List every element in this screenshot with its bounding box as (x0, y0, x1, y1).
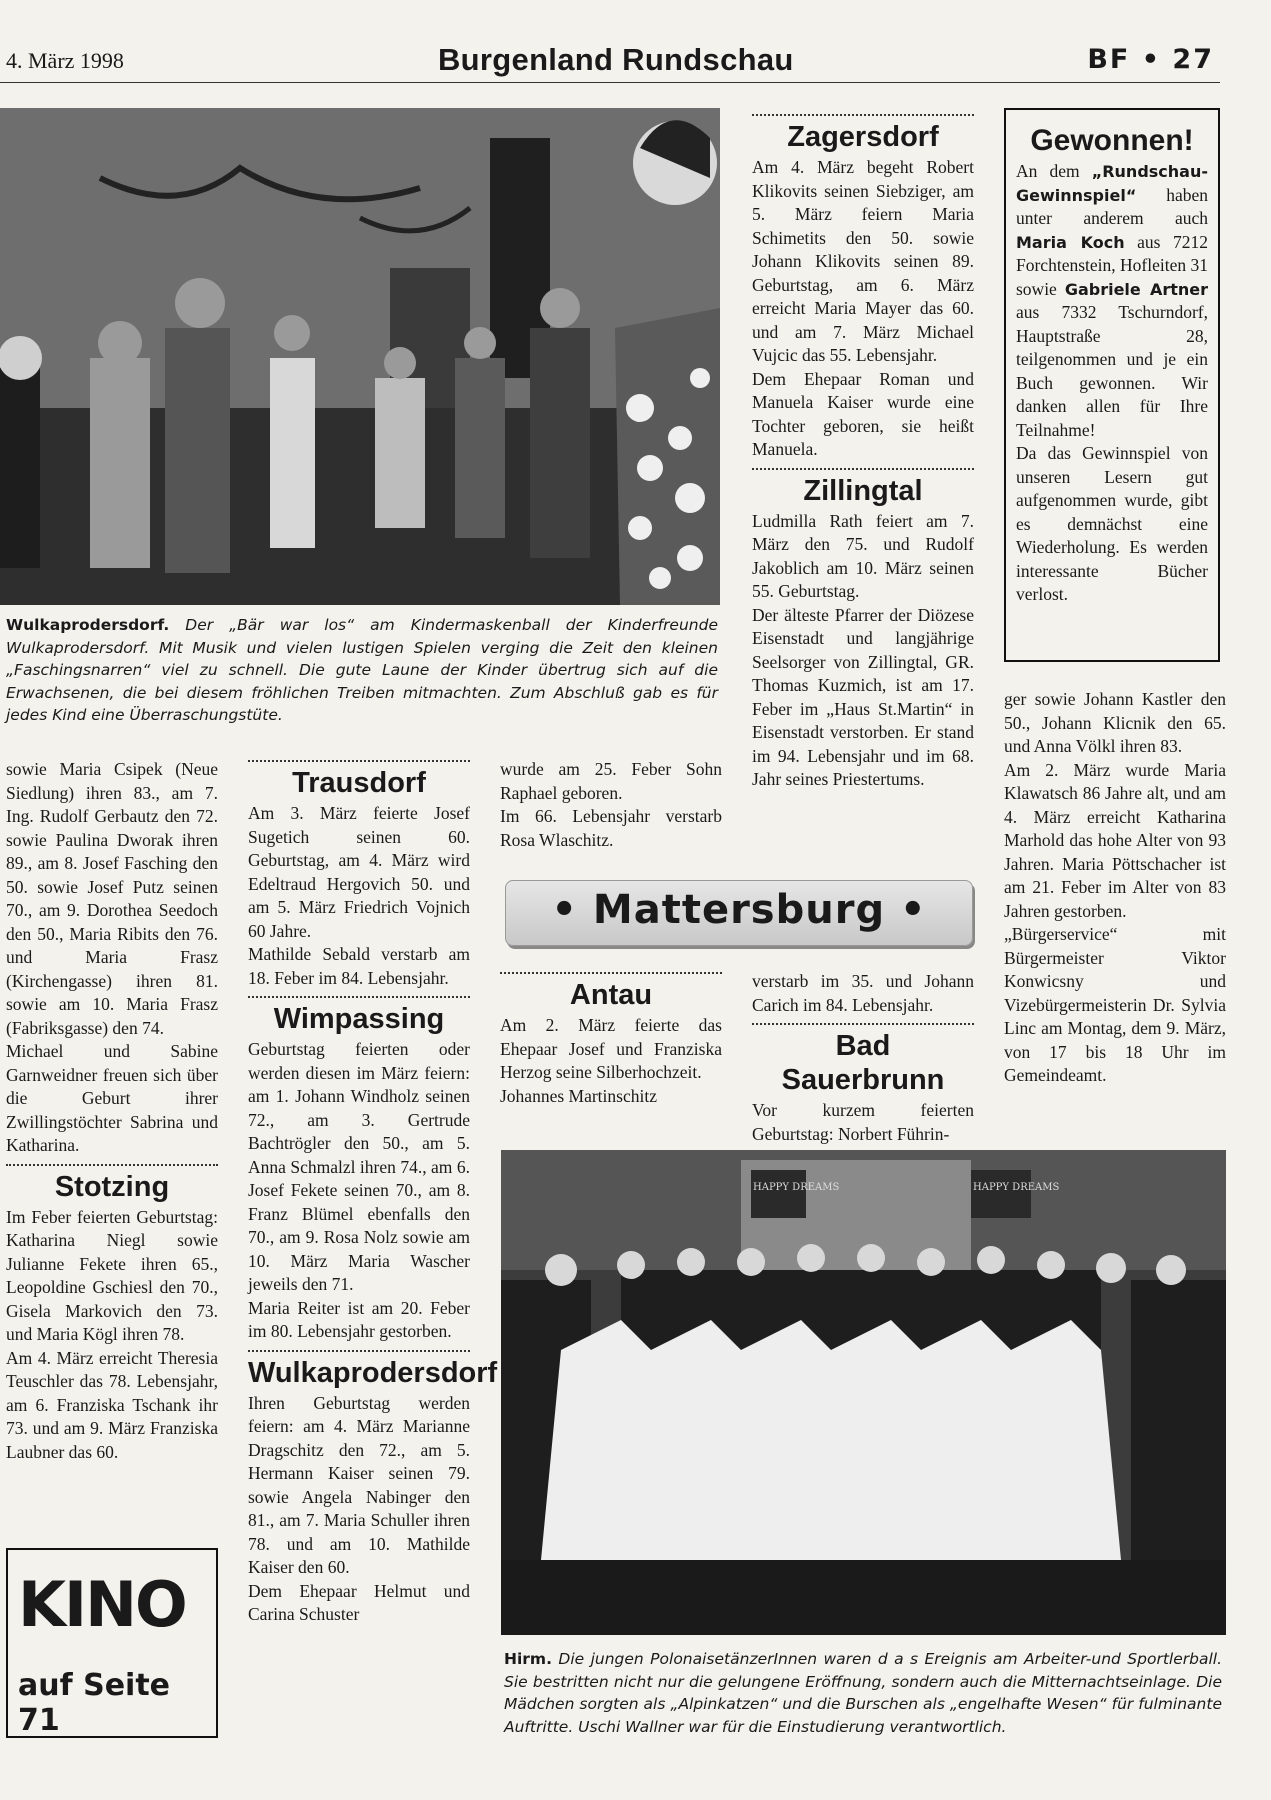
zillingtal-paragraph: Ludmilla Rath feiert am 7. März den 75. und Rudolf Jakoblich am 10. März seinen 55. Geburtstag. (752, 510, 974, 601)
newspaper-title: Burgenland Rundschau (438, 42, 794, 77)
caption-location: Wulkaprodersdorf. (6, 616, 170, 634)
column-3-top (500, 758, 722, 852)
heading-antau: Antau (569, 979, 653, 1011)
heading-zagersdorf: Zagersdorf (787, 121, 939, 153)
masked-ball-photo (0, 108, 720, 605)
polonaise-caption (504, 1648, 1222, 1738)
stotzing-paragraph: Am 4. März erreicht Theresia Teuschler das 78. Lebensjahr, am 6. Franziska Tschank ihr 73. und am 9. März Franziska Laubner das 60. (6, 1347, 218, 1462)
column-antau (500, 970, 722, 1108)
polonaise-photo (501, 1150, 1226, 1635)
masked-ball-illustration (0, 108, 720, 605)
heading-trausdorf: Trausdorf (292, 767, 426, 799)
divider (248, 996, 470, 998)
caption-location: Hirm. (504, 1650, 552, 1668)
zillingtal-paragraph: Der älteste Pfarrer der Diözese Eisenstadt und langjährige Seelsorger von Zillingtal, GR. Thomas Kuzmich, ist am 17. Feber im „Haus St.Martin“ in Eisenstadt verstorben. Er stand im 94. Lebensjahr und im 68. Jahr seines Priestertums. (752, 604, 974, 789)
column-1 (6, 758, 218, 1464)
heading-stotzing: Stotzing (54, 1170, 170, 1203)
col4-paragraph: Am 2. März wurde Maria Klawatsch 86 Jahre alt, und am 4. März erreicht Katharina Marhold das hohe Alter von 93 Jahren. Maria Pöttschacher ist am 21. Feber im Alter von 83 Jahren gestorben. (1004, 759, 1226, 921)
wimpassing-paragraph: Maria Reiter ist am 20. Feber im 80. Lebensjahr gestorben. (248, 1297, 470, 1341)
col1-paragraph: sowie Maria Csipek (Neue Siedlung) ihren 83., am 7. Ing. Rudolf Gerbautz den 72. sowie Paulina Dworak ihren 89., am 8. Josef Fasching den 50. sowie Josef Putz seinen 70., am 9. Dorothea Seedoch den 50., Maria Ribits den 76. und Maria Frasz (Kirchengasse) ihren 81. sowie am 10. Maria Frasz (Fabriksgasse) den 74. (6, 759, 218, 1038)
col4-paragraph: ger sowie Johann Kastler den 50., Johann Klicnik den 65. und Anna Völkl ihren 83. (1004, 689, 1226, 756)
caption-text: Der „Bär war los“ am Kindermaskenball der Kinderfreunde Wulkaprodersdorf. Mit Musik und vielen lustigen Spielen verging die Zeit den kleinen „Faschingsnarren“ viel zu schnell. Die gute Laune der Kinder übertrug sich auf die Erwachsenen, die bei diesem fröhlichen Treiben mitmachten. Zum Abschluß gab es für jedes Kind eine Überraschungstüte. (6, 616, 718, 724)
divider (500, 972, 722, 974)
column-bad-sauerbrunn (752, 970, 974, 1146)
gewonnen-paragraph: An dem „Rundschau-Gewinnspiel“ haben unter anderem auch Maria Koch aus 7212 Forchtenstein, Hofleiten 31 sowie Gabriele Artner aus 7332 Tschurndorf, Hauptstraße 28, teilgenommen und je ein Buch gewonnen. Wir danken allen für Ihre Teilnahme! (1016, 161, 1208, 440)
kino-page-ref: auf Seite 71 (18, 1668, 171, 1738)
heading-bad-sauerbrunn: Bad Sauerbrunn (781, 1030, 945, 1096)
divider (248, 1350, 470, 1352)
zagersdorf-paragraph: Dem Ehepaar Roman und Manuela Kaiser wurde eine Tochter geboren, sie heißt Manuela. (752, 368, 974, 459)
divider (752, 1023, 974, 1025)
column-zagersdorf-zillingtal (752, 112, 974, 792)
page-number: BF • 27 (1087, 44, 1214, 75)
mattersburg-label: • Mattersburg • (551, 887, 927, 933)
issue-date: 4. März 1998 (6, 48, 124, 73)
column-2 (248, 758, 498, 1627)
happy-dreams-sign-right: HAPPY DREAMS (973, 1182, 1060, 1193)
divider (248, 760, 470, 762)
wulkaprodersdorf-paragraph: Dem Ehepaar Helmut und Carina Schuster (248, 1580, 470, 1624)
mattersburg-banner (505, 880, 973, 946)
col1-paragraph: Michael und Sabine Garnweidner freuen sich über die Geburt ihrer Zwillingstöchter Sabrina und Katharina. (6, 1041, 218, 1155)
antau-paragraph: Am 2. März feierte das Ehepaar Josef und Franziska Herzog seine Silberhochzeit. (500, 1015, 722, 1082)
col3-paragraph: wurde am 25. Feber Sohn Raphael geboren. (500, 759, 722, 803)
zagersdorf-paragraph: Am 4. März begeht Robert Klikovits seinen Siebziger, am 5. März feiern Maria Schimetits den 50. sowie Johann Klikovits seinen 89. Geburtstag, am 6. März erreicht Maria Mayer das 60. und am 7. März Michael Vujcic das 55. Lebensjahr. (752, 157, 974, 365)
antau-paragraph: Johannes Martinschitz (500, 1085, 657, 1106)
bad-sauerbrunn-paragraph: Vor kurzem feierten Geburtstag: Norbert Führin- (752, 1100, 974, 1144)
wimpassing-paragraph: Geburtstag feierten oder werden diesen im März feiern: am 1. Johann Windholz seinen 72., am 3. Gertrude Bachtrögler den 50., am 5. Anna Schmalzl ihren 74., am 6. Josef Fekete seinen 70., am 8. Franz Blümel ebenfalls den 70., am 9. Rosa Nolz sowie am 10. März Maria Wascher jeweils den 71. (248, 1039, 470, 1294)
stotzing-paragraph: Im Feber feierten Geburtstag: Katharina Niegl sowie Julianne Fekete ihren 65., Leopoldine Gschiesl den 70., Gisela Markovich den 73. und Maria Kögl ihren 78. (6, 1206, 218, 1344)
divider (6, 1164, 218, 1166)
gewonnen-paragraph: Da das Gewinnspiel von unseren Lesern gut aufgenommen wurde, gibt es demnächst eine Wiederholung. Es werden interessante Bücher verlost. (1016, 443, 1208, 604)
col3-paragraph: Im 66. Lebensjahr verstarb Rosa Wlaschitz. (500, 806, 722, 850)
happy-dreams-sign-left: HAPPY DREAMS (753, 1182, 840, 1193)
wulkaprodersdorf-paragraph: Ihren Geburtstag werden feiern: am 4. März Marianne Dragschitz den 72., am 5. Hermann Kaiser seinen 79. sowie Angela Nabinger den 81., am 7. Maria Schuller ihren 78. und am 10. Mathilde Kaiser den 60. (248, 1392, 470, 1577)
masthead (0, 38, 1220, 83)
polonaise-illustration (501, 1150, 1226, 1635)
heading-zillingtal: Zillingtal (803, 474, 923, 507)
divider (752, 468, 974, 470)
antau-continued: verstarb im 35. und Johann Carich im 84. Lebensjahr. (752, 971, 974, 1015)
heading-wimpassing: Wimpassing (273, 1003, 445, 1035)
kino-box (6, 1548, 218, 1738)
trausdorf-paragraph: Mathilde Sebald verstarb am 18. Feber im 84. Lebensjahr. (248, 944, 470, 988)
caption-text: Die jungen PolonaisetänzerInnen waren d a s Ereignis am Arbeiter-und Sportlerball. Sie bestritten nicht nur die gelungene Eröffnung, sondern auch die Mitternachtseinlage. Die Mädchen sorgten als „Alpinkatzen“ und die Burschen als „engelhafte Wesen“ für fulminante Auftritte. Uschi Wallner war für die Einstudierung verantwortlich. (504, 1650, 1222, 1736)
heading-gewonnen: Gewonnen! (1030, 124, 1194, 157)
contest-winners-box (1004, 108, 1220, 662)
heading-wulkaprodersdorf: Wulkaprodersdorf (248, 1356, 498, 1389)
col4-paragraph: „Bürgerservice“ mit Bürgermeister Viktor Konwicsny und Vizebürgermeisterin Dr. Sylvia Linc am Montag, dem 9. März, von 17 bis 18 Uhr im Gemeindeamt. (1004, 924, 1226, 1085)
masked-ball-caption (6, 614, 718, 727)
divider (752, 114, 974, 116)
kino-title: KINO (18, 1568, 186, 1641)
trausdorf-paragraph: Am 3. März feierte Josef Sugetich seinen 60. Geburtstag, am 4. März wird Edeltraud Hergovich 50. und am 5. März Friedrich Vojnich 60 Jahre. (248, 803, 470, 941)
column-4-continuation (1004, 688, 1226, 1088)
